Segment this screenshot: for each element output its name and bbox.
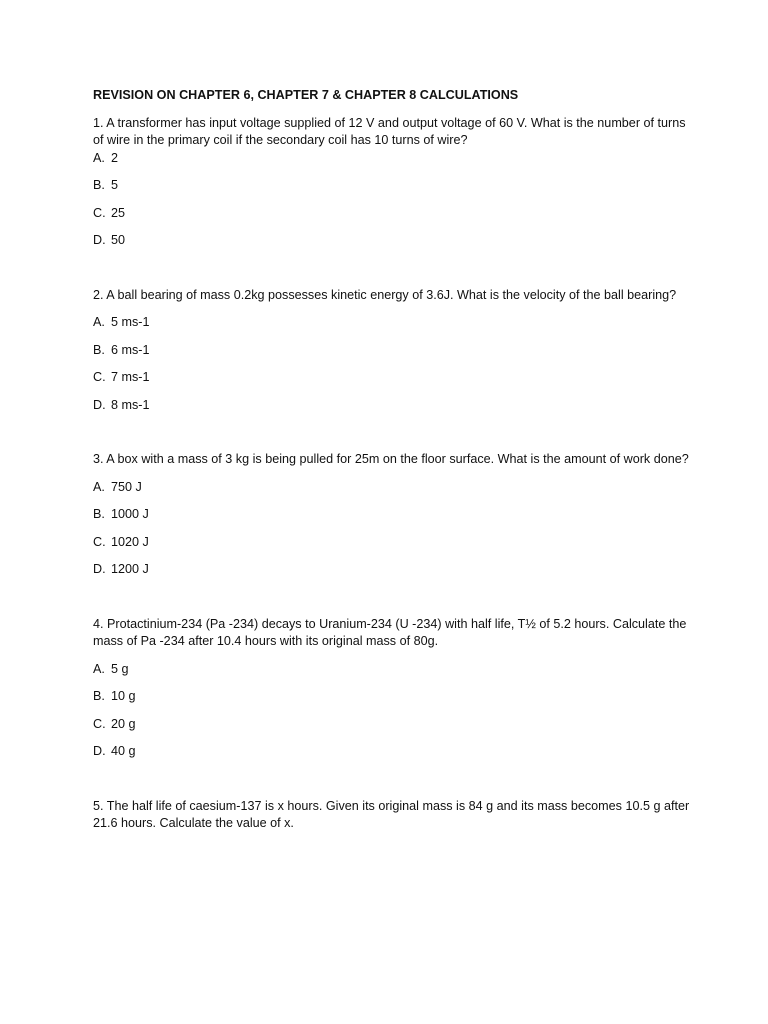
option-value: 7 ms-1: [111, 370, 150, 384]
option-value: 1200 J: [111, 562, 149, 576]
option-value: 2: [111, 150, 119, 165]
option-a: [93, 479, 693, 497]
question-1: [93, 115, 693, 250]
option-letter: D.: [93, 744, 106, 758]
option-d: [93, 561, 693, 579]
option-value: 6 ms-1: [111, 342, 150, 357]
question-text: 2. A ball bearing of mass 0.2kg possesses kinetic energy of 3.6J. What is the velocity of the ball bearing?: [93, 287, 677, 302]
document-title: REVISION ON CHAPTER 6, CHAPTER 7 & CHAPTER 8 CALCULATIONS: [93, 88, 519, 102]
option-letter: C.: [93, 716, 106, 731]
spacer: [93, 250, 693, 287]
option-letter: D.: [93, 562, 106, 576]
question-text: 4. Protactinium-234 (Pa -234) decays to Uranium-234 (U -234) with half life, T½ of 5.2 hours. Calculate the mass of Pa -234 after 10.4 hours with its original mass of 80g.: [93, 616, 687, 648]
option-a: [93, 150, 693, 168]
option-value: 1000 J: [111, 507, 149, 521]
spacer: [93, 761, 693, 798]
option-letter: A.: [93, 150, 105, 165]
spacer: [93, 414, 693, 451]
option-letter: B.: [93, 689, 105, 703]
option-value: 10 g: [111, 689, 136, 703]
option-c: [93, 716, 693, 734]
option-letter: C.: [93, 370, 106, 384]
question-text: 1. A transformer has input voltage supplied of 12 V and output voltage of 60 V. What is the number of turns of wire in the primary coil if the secondary coil has 10 turns of wire?: [93, 115, 686, 147]
option-value: 5: [111, 178, 119, 192]
option-letter: A.: [93, 661, 105, 676]
option-value: 1020 J: [111, 534, 149, 549]
option-value: 20 g: [111, 716, 136, 731]
option-value: 5 g: [111, 661, 129, 676]
option-b: [93, 688, 693, 706]
spacer: [93, 579, 693, 616]
option-value: 40 g: [111, 744, 136, 758]
option-letter: B.: [93, 342, 105, 357]
question-5: [93, 798, 693, 833]
option-letter: B.: [93, 178, 105, 192]
option-d: [93, 232, 693, 250]
question-text: 5. The half life of caesium-137 is x hours. Given its original mass is 84 g and its mass becomes 10.5 g after 21.6 hours. Calculate the value of x.: [93, 798, 690, 830]
option-a: [93, 314, 693, 332]
question-text: 3. A box with a mass of 3 kg is being pulled for 25m on the floor surface. What is the amount of work done?: [93, 452, 689, 466]
option-b: [93, 342, 693, 360]
question-4: [93, 616, 693, 761]
option-d: [93, 743, 693, 761]
option-value: 5 ms-1: [111, 315, 150, 329]
option-letter: A.: [93, 315, 105, 329]
option-letter: A.: [93, 479, 105, 494]
option-c: [93, 369, 693, 387]
option-letter: B.: [93, 507, 105, 521]
option-b: [93, 177, 693, 195]
option-value: 25: [111, 205, 126, 220]
option-value: 8 ms-1: [111, 397, 150, 412]
option-c: [93, 205, 693, 223]
option-value: 50: [111, 233, 126, 247]
option-d: [93, 397, 693, 415]
option-value: 750 J: [111, 479, 142, 494]
question-3: [93, 451, 693, 579]
document-page: [93, 87, 693, 833]
option-letter: C.: [93, 534, 106, 549]
option-c: [93, 534, 693, 552]
option-letter: D.: [93, 233, 106, 247]
option-letter: D.: [93, 397, 106, 412]
option-b: [93, 506, 693, 524]
question-2: [93, 287, 693, 415]
option-a: [93, 661, 693, 679]
option-letter: C.: [93, 205, 106, 220]
